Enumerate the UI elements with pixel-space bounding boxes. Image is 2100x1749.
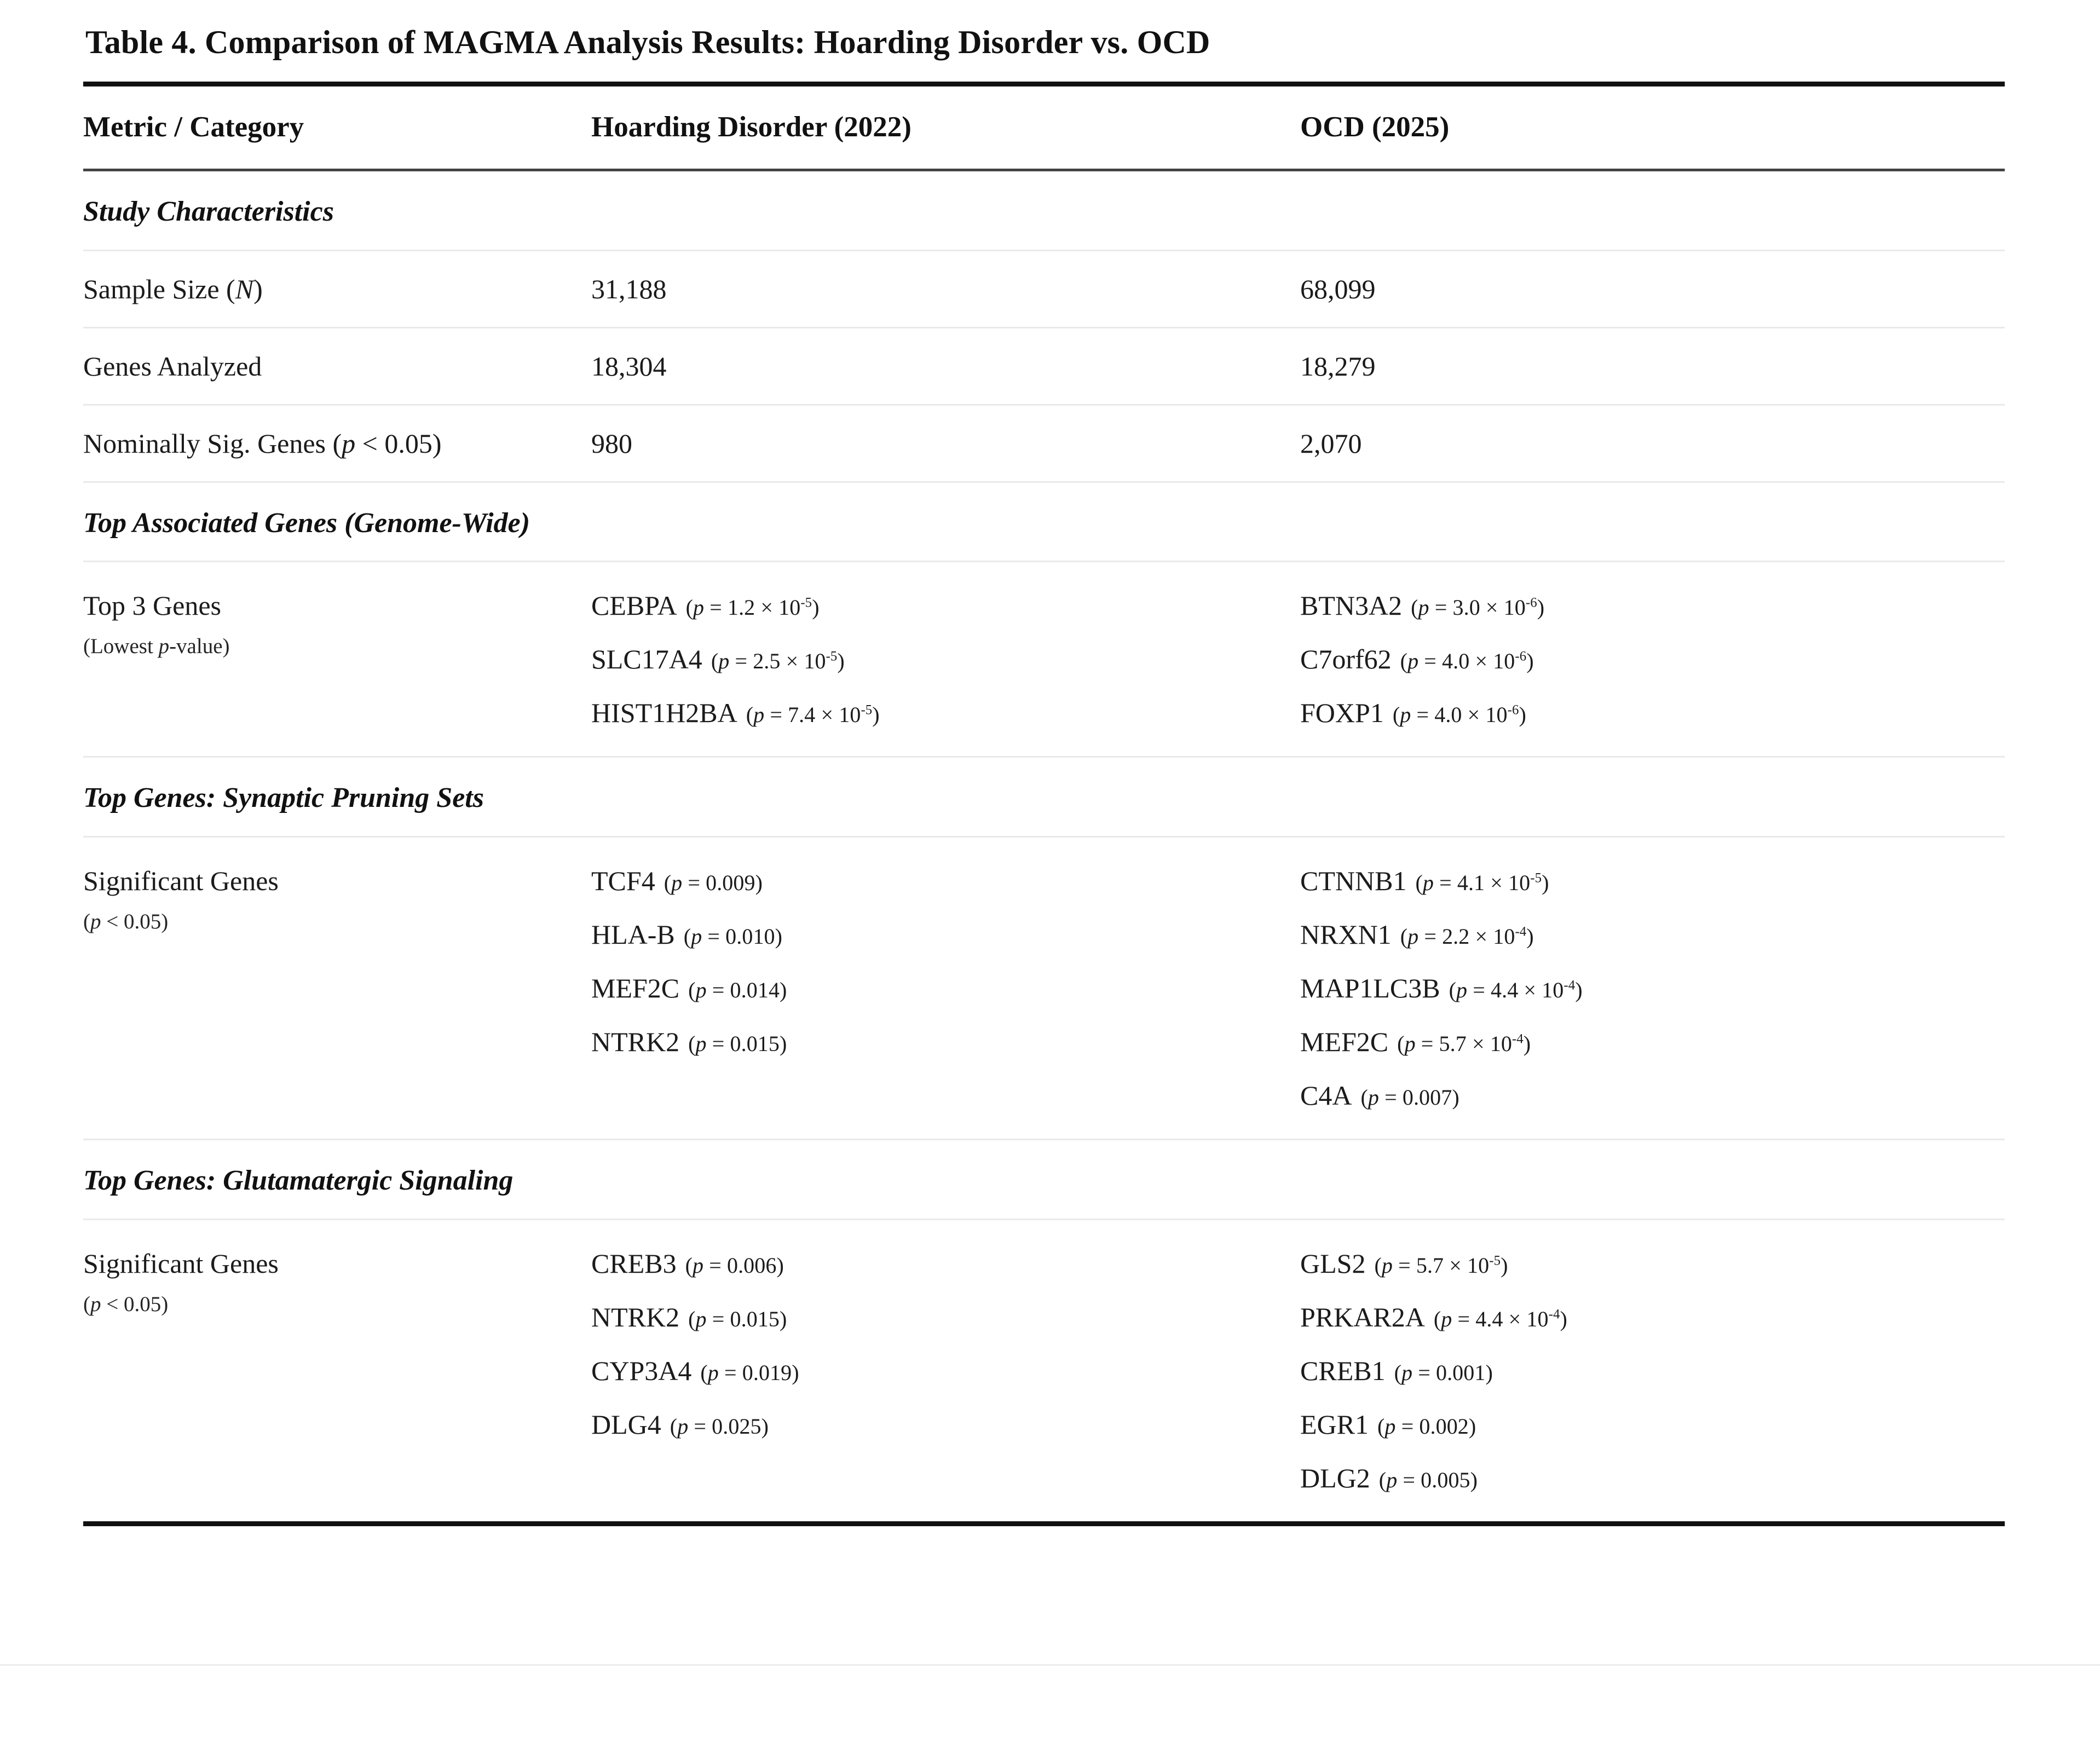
gene-symbol: MAP1LC3B — [1300, 972, 1440, 1003]
gene-p-value: (p = 0.014) — [688, 977, 787, 1002]
gene-p-value: (p = 0.002) — [1377, 1413, 1476, 1439]
section-spacer-ocd — [1296, 170, 2005, 251]
gene-entry — [591, 587, 1296, 624]
metric-text: Nominally Sig. Genes ( — [83, 428, 342, 459]
gene-p-value: $(p = 4.4 \times 10^{-4})$ — [1449, 977, 1583, 1002]
gene-entry — [591, 863, 1296, 899]
value-sample-size-ocd: 68,099 — [1296, 250, 2005, 327]
section-header-study-characteristics — [83, 170, 2005, 251]
metric-label-genes-analyzed: Genes Analyzed — [83, 327, 587, 405]
gene-symbol: TCF4 — [591, 865, 655, 896]
table-header — [83, 84, 2005, 170]
table-row-genes-analyzed — [83, 327, 2005, 405]
gene-p-value: $(p = 1.2 \times 10^{-5})$ — [685, 595, 820, 620]
gene-list-glutamatergic-ocd — [1296, 1219, 2005, 1521]
metric-label-nominally-sig — [83, 405, 587, 482]
gene-p-value: (p = 0.015) — [688, 1031, 787, 1056]
metric-sublabel — [83, 632, 587, 660]
gene-p-value: (p = 0.001) — [1394, 1360, 1493, 1385]
gene-p-value: (p = 0.007) — [1360, 1084, 1459, 1110]
section-label: Study Characteristics — [83, 170, 587, 251]
gene-p-value: (p = 0.005) — [1378, 1467, 1478, 1492]
metric-label-significant-genes-pruning — [83, 836, 587, 1139]
section-spacer-hd — [587, 170, 1296, 251]
gene-p-value: (p = 0.015) — [688, 1306, 787, 1331]
section-header-top-associated-genes — [83, 482, 2005, 562]
value-genes-analyzed-hd: 18,304 — [587, 327, 1296, 405]
table-row-nominally-significant-genes — [83, 405, 2005, 482]
magma-comparison-table — [83, 82, 2005, 1521]
gene-symbol: CTNNB1 — [1300, 865, 1407, 896]
gene-entry — [1300, 1245, 2005, 1282]
gene-entry — [591, 641, 1296, 677]
metric-label-sample-size — [83, 250, 587, 327]
gene-symbol: DLG4 — [591, 1409, 661, 1440]
metric-text-tail: ) — [253, 273, 263, 304]
table-row-pruning-significant-genes — [83, 836, 2005, 1139]
metric-italic: p — [342, 428, 356, 459]
gene-p-value: (p = 0.019) — [700, 1360, 799, 1385]
gene-symbol: C7orf62 — [1300, 644, 1392, 675]
gene-entry — [1300, 863, 2005, 899]
value-genes-analyzed-ocd: 18,279 — [1296, 327, 2005, 405]
section-header-glutamatergic-signaling — [83, 1139, 2005, 1219]
value-sample-size-hd: 31,188 — [587, 250, 1296, 327]
gene-entry — [591, 1245, 1296, 1282]
gene-p-value: $(p = 4.0 \times 10^{-6})$ — [1392, 702, 1526, 728]
gene-symbol: DLG2 — [1300, 1462, 1370, 1493]
gene-entry — [1300, 1299, 2005, 1335]
section-spacer-hd — [587, 482, 1296, 562]
table-container — [83, 22, 2005, 1526]
table-title: Table 4. Comparison of MAGMA Analysis Results: Hoarding Disorder vs. OCD — [85, 24, 1210, 60]
gene-p-value: $(p = 4.4 \times 10^{-4})$ — [1433, 1306, 1567, 1331]
sub-text: (Lowest — [83, 634, 159, 659]
section-spacer-ocd — [1296, 757, 2005, 837]
gene-entry — [1300, 641, 2005, 677]
gene-entry — [1300, 695, 2005, 731]
sub-text-tail: -value) — [169, 634, 230, 659]
section-spacer-hd — [587, 1139, 1296, 1219]
table-row-top-3-genes — [83, 562, 2005, 757]
metric-italic: N — [235, 273, 254, 304]
gene-symbol: GLS2 — [1300, 1248, 1366, 1279]
gene-p-value: $(p = 5.7 \times 10^{-5})$ — [1374, 1252, 1508, 1278]
table-row-glutamatergic-significant-genes — [83, 1219, 2005, 1521]
sub-italic: p — [158, 634, 170, 659]
section-label: Top Genes: Glutamatergic Signaling — [83, 1139, 587, 1219]
gene-p-value: $(p = 4.1 \times 10^{-5})$ — [1415, 870, 1549, 895]
metric-label-significant-genes-glutamatergic — [83, 1219, 587, 1521]
gene-symbol: CYP3A4 — [591, 1355, 692, 1386]
gene-symbol: CREB1 — [1300, 1355, 1386, 1386]
column-header-metric: Metric / Category — [83, 84, 587, 170]
gene-entry — [1300, 1460, 2005, 1496]
gene-symbol: PRKAR2A — [1300, 1301, 1425, 1332]
gene-p-value: $(p = 4.0 \times 10^{-6})$ — [1400, 649, 1534, 674]
sub-italic: p — [90, 1292, 101, 1316]
gene-p-value: $(p = 5.7 \times 10^{-4})$ — [1397, 1031, 1531, 1056]
sub-text-tail: < 0.05) — [101, 909, 169, 933]
column-header-ocd: OCD (2025) — [1296, 84, 2005, 170]
gene-entry — [591, 916, 1296, 953]
gene-symbol: CREB3 — [591, 1248, 677, 1279]
gene-entry — [591, 970, 1296, 1006]
metric-text-tail: < 0.05) — [355, 428, 442, 459]
metric-sublabel — [83, 1290, 587, 1318]
section-spacer-ocd — [1296, 482, 2005, 562]
gene-symbol: C4A — [1300, 1080, 1352, 1111]
gene-symbol: NTRK2 — [591, 1026, 680, 1057]
gene-p-value: (p = 0.025) — [670, 1413, 769, 1439]
sub-text: ( — [83, 909, 90, 933]
gene-p-value: $(p = 3.0 \times 10^{-6})$ — [1411, 595, 1545, 620]
gene-symbol: NRXN1 — [1300, 919, 1392, 950]
section-label: Top Associated Genes (Genome-Wide) — [83, 482, 587, 562]
sub-text: ( — [83, 1292, 90, 1316]
value-nominally-sig-ocd: 2,070 — [1296, 405, 2005, 482]
metric-text: Sample Size ( — [83, 273, 235, 304]
gene-entry — [1300, 1406, 2005, 1442]
gene-entry — [591, 1406, 1296, 1442]
gene-symbol: EGR1 — [1300, 1409, 1369, 1440]
section-label: Top Genes: Synaptic Pruning Sets — [83, 757, 587, 837]
metric-label-top-3-genes — [83, 562, 587, 757]
gene-p-value: (p = 0.006) — [685, 1252, 784, 1278]
gene-p-value: $(p = 2.5 \times 10^{-5})$ — [711, 649, 845, 674]
gene-entry — [591, 695, 1296, 731]
gene-entry — [1300, 1353, 2005, 1389]
gene-list-top3-ocd — [1296, 562, 2005, 757]
gene-list-top3-hd — [587, 562, 1296, 757]
metric-text: Significant Genes — [83, 1248, 279, 1279]
gene-symbol: FOXP1 — [1300, 697, 1384, 729]
gene-symbol: HLA-B — [591, 919, 675, 950]
value-nominally-sig-hd: 980 — [587, 405, 1296, 482]
gene-p-value: (p = 0.009) — [664, 870, 763, 895]
gene-entry — [1300, 1077, 2005, 1113]
gene-symbol: MEF2C — [1300, 1026, 1389, 1057]
sub-italic: p — [90, 909, 101, 933]
gene-p-value: $(p = 2.2 \times 10^{-4})$ — [1400, 923, 1534, 949]
gene-entry — [591, 1353, 1296, 1389]
section-spacer-hd — [587, 757, 1296, 837]
table-row-sample-size — [83, 250, 2005, 327]
gene-list-pruning-hd — [587, 836, 1296, 1139]
metric-text: Top 3 Genes — [83, 590, 222, 621]
table-body — [83, 170, 2005, 1521]
gene-entry — [591, 1299, 1296, 1335]
column-header-hoarding-disorder: Hoarding Disorder (2022) — [587, 84, 1296, 170]
sub-text-tail: < 0.05) — [101, 1292, 169, 1316]
gene-symbol: HIST1H2BA — [591, 697, 737, 729]
gene-symbol: NTRK2 — [591, 1301, 680, 1332]
gene-symbol: SLC17A4 — [591, 644, 702, 675]
gene-symbol: MEF2C — [591, 972, 680, 1003]
metric-text: Significant Genes — [83, 865, 279, 896]
table-header-row — [83, 84, 2005, 170]
section-header-synaptic-pruning — [83, 757, 2005, 837]
gene-p-value: (p = 0.010) — [683, 923, 783, 949]
section-spacer-ocd — [1296, 1139, 2005, 1219]
gene-entry — [1300, 916, 2005, 953]
gene-list-pruning-ocd — [1296, 836, 2005, 1139]
gene-entry — [1300, 587, 2005, 624]
metric-sublabel — [83, 908, 587, 936]
gene-list-glutamatergic-hd — [587, 1219, 1296, 1521]
gene-p-value: $(p = 7.4 \times 10^{-5})$ — [746, 702, 880, 728]
gene-symbol: CEBPA — [591, 590, 677, 621]
gene-entry — [1300, 1024, 2005, 1060]
gene-entry — [1300, 970, 2005, 1006]
page-bottom-divider — [0, 1664, 2100, 1666]
gene-symbol: BTN3A2 — [1300, 590, 1403, 621]
gene-entry — [591, 1024, 1296, 1060]
table-bottom-rule — [83, 1521, 2005, 1526]
